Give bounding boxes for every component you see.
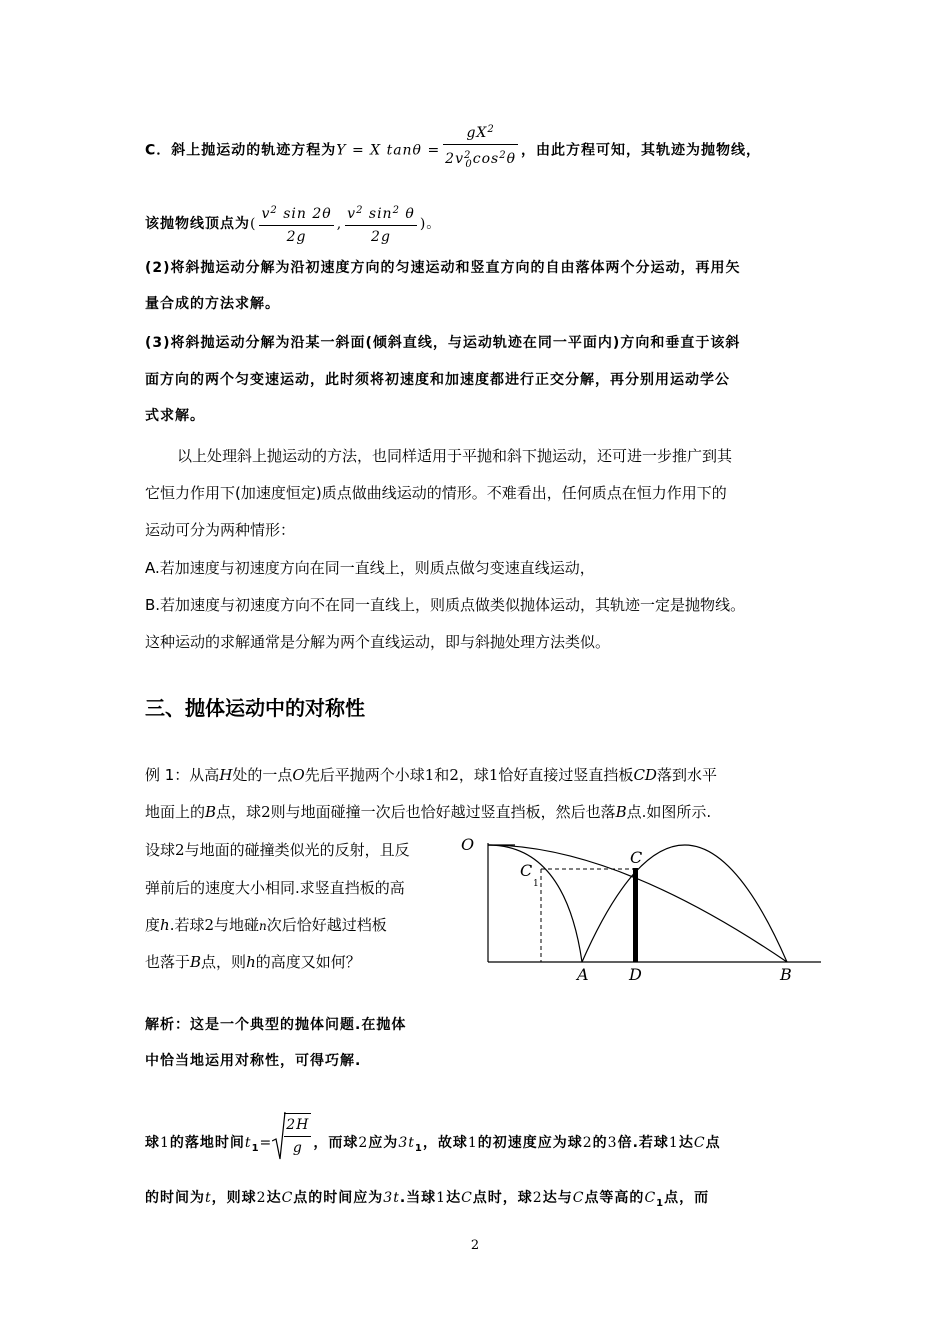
example-line6: 也落于B点，则h的高度又如何？ <box>145 953 361 971</box>
barrier-CD <box>633 868 638 962</box>
label-A: A <box>577 965 589 984</box>
label-C1: C <box>520 861 533 880</box>
para3-line3: 式求解。 <box>145 408 205 424</box>
trajectory-equation-line: C．斜上抛运动的轨迹方程为Y = X tanθ = $\frac{gX^2}{2v^2_0\cos^2\theta}$ ，由此方程可知，其轨迹为抛物线， <box>145 125 761 176</box>
vertex-line: 该抛物线顶点为( $\frac{v^2 \sin 2\theta}{2g}$ , $\frac{v^2 \sin^2 \theta}{2g}$ )。 <box>145 200 441 248</box>
page-number: 2 <box>470 1238 480 1253</box>
vertex-y-fraction: $\frac{v^2 \sin^2 \theta}{2g}$ <box>345 200 417 248</box>
label-C1-sub: 1 <box>533 879 539 889</box>
example-line2: 地面上的B点，球2则与地面碰撞一次后也恰好越过竖直挡板，然后也落B点.如图所示. <box>145 803 712 821</box>
ball2-bounce-arc <box>582 845 787 962</box>
label-B: B <box>780 965 792 984</box>
analysis-line1: 解析：这是一个典型的抛体问题.在抛体 <box>145 1017 407 1033</box>
trajectory-fraction: $\frac{gX^2}{2v^2_0\cos^2\theta}$ <box>443 119 518 176</box>
para4-line1: 以上处理斜上抛运动的方法，也同样适用于平抛和斜下抛运动，还可进一步推广到其 <box>177 447 733 465</box>
example-line3: 设球2与地面的碰撞类似光的反射，且反 <box>145 841 410 859</box>
case-a: A.若加速度与初速度方向在同一直线上，则质点做匀变速直线运动， <box>145 559 595 577</box>
analysis-line2: 中恰当地运用对称性，可得巧解. <box>145 1053 362 1069</box>
case-summary: 这种运动的求解通常是分解为两个直线运动，即与斜抛处理方法类似。 <box>145 633 611 651</box>
para4-line3: 运动可分为两种情形： <box>145 521 296 539</box>
label-C: C <box>630 848 643 867</box>
para3-line2: 面方向的两个匀变速运动，此时须将初速度和加速度都进行正交分解，再分别用运动学公 <box>145 372 730 388</box>
label-O: O <box>461 835 475 854</box>
ball2-first-arc <box>488 845 582 962</box>
example-line4: 弹前后的速度大小相同.求竖直挡板的高 <box>145 879 405 897</box>
label-D: D <box>629 965 642 984</box>
case-b: B.若加速度与初速度方向不在同一直线上，则质点做类似抛体运动，其轨迹一定是抛物线。 <box>145 596 746 614</box>
section-heading: 三、抛体运动中的对称性 <box>145 696 365 720</box>
projectile-figure <box>455 828 825 988</box>
para4-line2: 它恒力作用下(加速度恒定)质点做曲线运动的情形。不难看出，任何质点在恒力作用下的 <box>145 484 727 502</box>
solution-line2: 的时间为t，则球2达C点的时间应为3t.当球1达C点时，球2达与C点等高的$C_1$点，而 <box>145 1190 710 1209</box>
para3-line1: (3)将斜抛运动分解为沿某一斜面(倾斜直线，与运动轨迹在同一平面内)方向和垂直于该斜 <box>145 335 741 351</box>
sqrt-expression: $\frac{2H}{g}$ <box>272 1111 313 1161</box>
example-line1: 例 1：从高H处的一点O先后平抛两个小球1和2，球1恰好直接过竖直挡板CD落到水平 <box>145 766 717 784</box>
example-line5: 度h.若球2与地碰n次后恰好越过档板 <box>145 916 387 934</box>
vertex-x-fraction: $\frac{v^2 \sin 2\theta}{2g}$ <box>259 200 333 248</box>
solution-line1: 球1的落地时间$t_1=$ $\frac{2H}{g}$ ，而球2应为$3t_1$，故球1的初速度应为球2的3倍.若球1达C点 <box>145 1125 721 1161</box>
para2-line2: 量合成的方法求解。 <box>145 296 280 312</box>
para2-line1: (2)将斜抛运动分解为沿初速度方向的匀速运动和竖直方向的自由落体两个分运动，再用矢 <box>145 260 741 276</box>
